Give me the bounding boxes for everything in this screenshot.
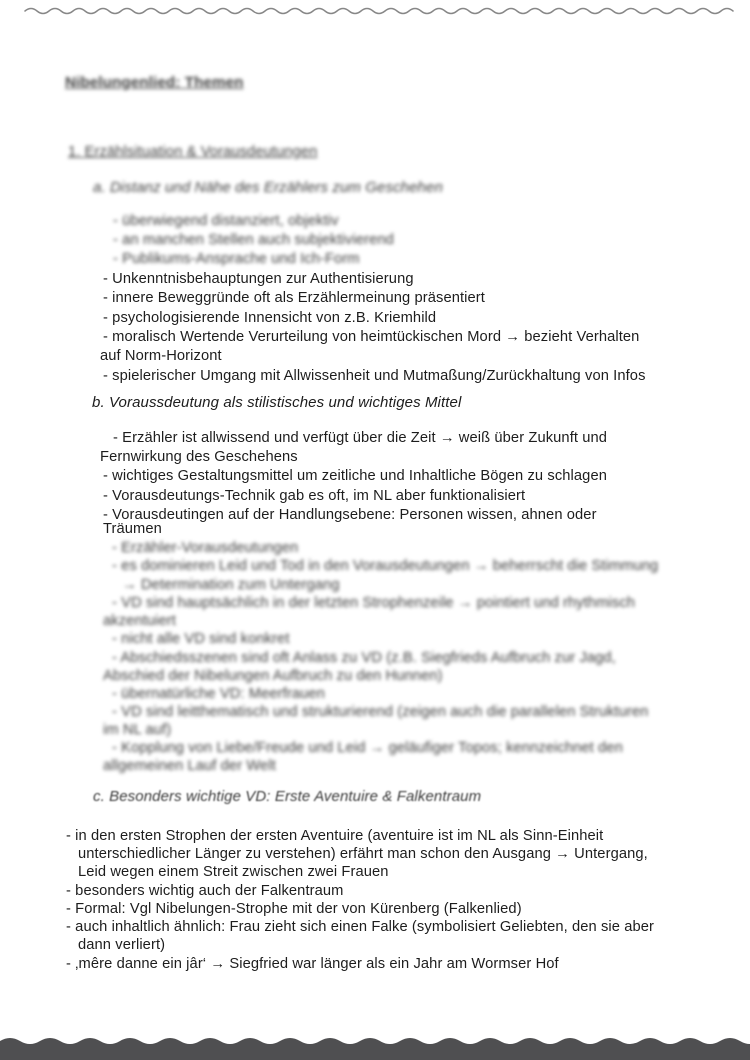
subsection-b-heading: b. Voraussdeutung als stilistisches und wichtiges Mittel: [92, 394, 462, 411]
doc-line: - nicht alle VD sind konkret: [112, 631, 290, 647]
doc-line: Leid wegen einem Streit zwischen zwei Frauen: [78, 864, 389, 880]
doc-line: allgemeinen Lauf der Welt: [103, 758, 276, 774]
doc-line: - VD sind leitthematisch und strukturierend (zeigen auch die parallelen Strukturen: [112, 704, 649, 720]
doc-line: - es dominieren Leid und Tod in den Vorausdeutungen → beherrscht die Stimmung: [112, 558, 659, 574]
doc-line: - besonders wichtig auch der Falkentraum: [66, 883, 344, 899]
doc-line: - Formal: Vgl Nibelungen-Strophe mit der von Kürenberg (Falkenlied): [66, 901, 522, 917]
doc-line: akzentuiert: [103, 613, 176, 629]
doc-line: - Abschiedsszenen sind oft Anlass zu VD (z.B. Siegfrieds Aufbruch zur Jagd,: [112, 650, 616, 666]
doc-line: - wichtiges Gestaltungsmittel um zeitliche und Inhaltliche Bögen zu schlagen: [103, 468, 607, 484]
doc-line: - spielerischer Umgang mit Allwissenheit und Mutmaßung/Zurückhaltung von Infos: [103, 368, 646, 384]
doc-line: → Determination zum Untergang: [122, 577, 340, 593]
torn-edge-top-decoration: [0, 3, 750, 19]
doc-line: im NL auf): [103, 722, 172, 738]
doc-line: - Vorausdeutingen auf der Handlungsebene: Personen wissen, ahnen oder: [103, 507, 597, 523]
doc-title: Nibelungenlied: Themen: [65, 74, 244, 91]
doc-line: - VD sind hauptsächlich in der letzten Strophenzeile → pointiert und rhythmisch: [112, 595, 636, 611]
doc-line: - an manchen Stellen auch subjektivierend: [113, 232, 394, 248]
subsection-c-heading: c. Besonders wichtige VD: Erste Aventuire & Falkentraum: [93, 788, 482, 805]
doc-line: dann verliert): [78, 937, 166, 953]
doc-line: - innere Beweggründe oft als Erzählermeinung präsentiert: [103, 290, 485, 306]
doc-line: - ‚mêre danne ein jâr‘ → Siegfried war länger als ein Jahr am Wormser Hof: [66, 956, 559, 972]
doc-line: - auch inhaltlich ähnlich: Frau zieht sich einen Falke (symbolisiert Geliebten, den sie aber: [66, 919, 655, 935]
doc-line: - übernatürliche VD: Meerfrauen: [112, 686, 325, 702]
doc-line: - Erzähler ist allwissend und verfügt über die Zeit → weiß über Zukunft und: [113, 430, 608, 446]
doc-line: - psychologisierende Innensicht von z.B. Kriemhild: [103, 310, 437, 326]
doc-line: - Unkenntnisbehauptungen zur Authentisierung: [103, 271, 414, 287]
doc-line: - Publikums-Ansprache und Ich-Form: [113, 251, 360, 267]
doc-line: unterschiedlicher Länger zu verstehen) erfährt man schon den Ausgang → Untergang,: [78, 846, 648, 862]
doc-line: Abschied der Nibelungen Aufbruch zu den Hunnen): [103, 668, 443, 684]
doc-line: - Vorausdeutungs-Technik gab es oft, im NL aber funktionalisiert: [103, 488, 526, 504]
doc-line: - überwiegend distanziert, objektiv: [113, 213, 339, 229]
subsection-a-heading: a. Distanz und Nähe des Erzählers zum Geschehen: [93, 179, 443, 196]
doc-line: - Erzähler-Vorausdeutungen: [112, 540, 299, 556]
section-1-heading: 1. Erzählsituation & Vorausdeutungen: [68, 144, 318, 160]
doc-line: auf Norm-Horizont: [100, 348, 222, 364]
doc-line: Fernwirkung des Geschehens: [100, 449, 298, 465]
doc-line: Träumen: [103, 521, 162, 537]
torn-edge-bottom-decoration: [0, 1032, 750, 1060]
doc-line: - moralisch Wertende Verurteilung von heimtückischen Mord → bezieht Verhalten: [103, 329, 640, 345]
doc-line: - Kopplung von Liebe/Freude und Leid → geläufiger Topos; kennzeichnet den: [112, 740, 623, 756]
doc-line: - in den ersten Strophen der ersten Aventuire (aventuire ist im NL als Sinn-Einheit: [66, 828, 604, 844]
